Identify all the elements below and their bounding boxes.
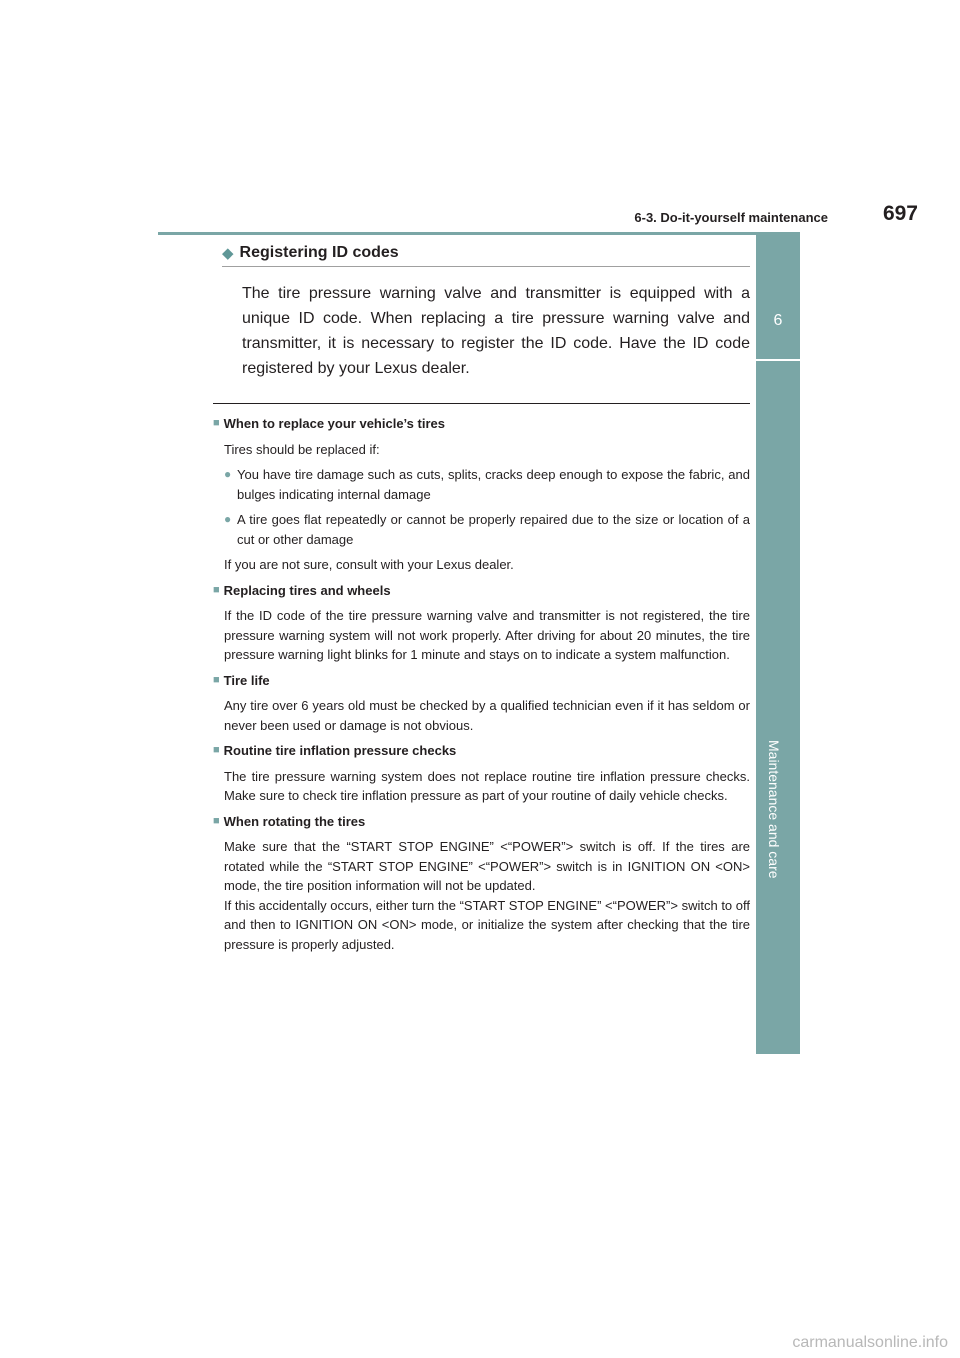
section-title: 6-3. Do-it-yourself maintenance [634, 210, 828, 225]
registering-rule [222, 266, 750, 267]
note-text: Make sure that the “START STOP ENGINE” <“POWER”> switch is off. If the tires are rotated while the “START STOP ENGINE” <“POWER”> switch is in IGNITION ON <ON> mode, the tire position information will not be updated. [224, 839, 750, 893]
note-title: Tire life [223, 672, 270, 688]
chapter-label: Maintenance and care [766, 740, 782, 879]
registering-section [222, 244, 750, 381]
circle-bullet-icon: ● [224, 467, 232, 481]
list-item: ● You have tire damage such as cuts, splits, cracks deep enough to expose the fabric, and bulges indicating internal damage [213, 465, 750, 504]
note-text: If the ID code of the tire pressure warning valve and transmitter is not registered, the tire pressure warning system will not work properly. After driving for about 20 minutes, the tire pressure warning light blinks for 1 minute and stays on to indicate a system malfunction. [224, 608, 750, 662]
note-text: If you are not sure, consult with your Lexus dealer. [224, 557, 514, 572]
square-icon: ■ [213, 744, 220, 756]
note-text: Tires should be replaced if: [224, 441, 380, 457]
square-icon: ■ [213, 417, 220, 429]
page-number: 697 [882, 202, 918, 225]
note-title: Replacing tires and wheels [223, 582, 391, 598]
registering-title: Registering ID codes [239, 244, 399, 261]
square-icon: ■ [213, 583, 220, 596]
note-when-to-replace [213, 414, 750, 575]
square-icon: ■ [213, 814, 220, 827]
notes-section [213, 414, 750, 960]
notes-rule [213, 403, 750, 404]
chapter-tab-divider [756, 359, 800, 361]
square-icon: ■ [213, 673, 220, 686]
note-text: If this accidentally occurs, either turn the “START STOP ENGINE” <“POWER”> switch to off and then to IGNITION ON <ON> mode, or initialize the system after checking that the tire pressure is properly adjusted. [224, 897, 750, 952]
registering-body: The tire pressure warning valve and transmitter is equipped with a unique ID code. When replacing a tire pressure warning valve and transmitter, it is necessary to register the ID code. Have the ID code registered by your Lexus dealer. [242, 285, 750, 377]
diamond-icon: ◆ [222, 245, 234, 262]
note-rotating-tires [213, 812, 750, 955]
chapter-tab [756, 234, 800, 1054]
note-text: The tire pressure warning system does not replace routine tire inflation pressure checks. Make sure to check tire inflation pressure as part of your routine of daily vehicle checks. [224, 768, 750, 803]
note-inflation-checks [213, 741, 750, 806]
note-title: When rotating the tires [223, 813, 366, 829]
chapter-number: 6 [773, 312, 783, 329]
note-text: Any tire over 6 years old must be checked by a qualified technician even if it has seldom or never been used or damage is not obvious. [224, 698, 750, 733]
circle-bullet-icon: ● [224, 512, 232, 526]
note-title: Routine tire inflation pressure checks [223, 743, 457, 758]
note-tire-life [213, 671, 750, 736]
list-item: ● A tire goes flat repeatedly or cannot be properly repaired due to the size or location of a cut or other damage [213, 510, 750, 549]
registering-heading [222, 244, 750, 262]
header-rule [158, 232, 800, 235]
watermark: carmanualsonline.info [792, 1334, 948, 1351]
note-title: When to replace your vehicle’s tires [223, 416, 445, 431]
note-replacing-wheels [213, 581, 750, 665]
